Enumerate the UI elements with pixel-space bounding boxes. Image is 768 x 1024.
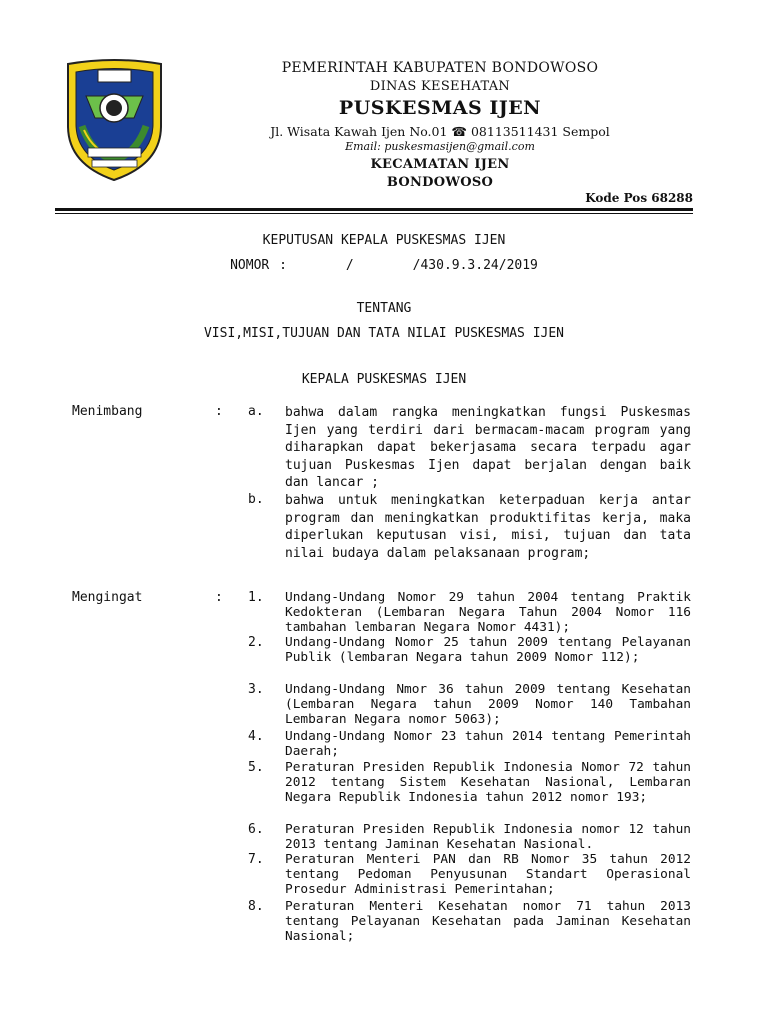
- letterhead-rule-thin: [55, 213, 693, 214]
- item-number: 2.: [248, 635, 264, 650]
- item-text: Peraturan Presiden Republik Indonesia nomor 12 tahun 2013 tentang Jaminan Kesehatan Nasional.: [285, 822, 691, 852]
- postal-code: Kode Pos 68288: [585, 191, 693, 205]
- decree-heading: KEPUTUSAN KEPALA PUSKESMAS IJEN: [262, 233, 506, 248]
- item-number: a.: [248, 404, 264, 419]
- letterhead-kabupaten: BONDOWOSO: [386, 175, 494, 190]
- item-number: 7.: [248, 852, 264, 867]
- item-text: Undang-Undang Nomor 29 tahun 2004 tentang Praktik Kedokteran (Lembaran Negara Tahun 2004 Nomor 116 tambahan lembaran Negara Nomor 4431);: [285, 590, 691, 635]
- item-text: Undang-Undang Nmor 36 tahun 2009 tentang Kesehatan (Lembaran Negara tahun 2009 Nomor 140 Tambahan Lembaran Negara nomor 5063);: [285, 682, 691, 727]
- decree-official: KEPALA PUSKESMAS IJEN: [301, 372, 467, 387]
- decree-tentang: TENTANG: [356, 301, 412, 316]
- letterhead-address: Jl. Wisata Kawah Ijen No.01 ☎ 08113511431 Sempol: [270, 124, 610, 139]
- menimbang-label: Menimbang: [72, 404, 143, 419]
- item-text: Peraturan Presiden Republik Indonesia Nomor 72 tahun 2012 tentang Sistem Kesehatan Nasional, Lembaran Negara Republik Indonesia tahun 2012 nomor 193;: [285, 760, 691, 805]
- decree-subject: VISI,MISI,TUJUAN DAN TATA NILAI PUSKESMAS IJEN: [203, 326, 565, 341]
- decree-number: NOMOR : / /430.9.3.24/2019: [230, 258, 538, 273]
- mengingat-colon: :: [215, 590, 223, 605]
- item-text: bahwa untuk meningkatkan keterpaduan kerja antar program dan meningkatkan produktifitas kerja, maka diperlukan keputusan visi, misi, tujuan dan tata nilai budaya dalam pelaksanaan program;: [285, 493, 691, 561]
- item-number: 1.: [248, 590, 264, 605]
- mengingat-label: Mengingat: [72, 590, 143, 605]
- item-text: bahwa dalam rangka meningkatkan fungsi Puskesmas Ijen yang terdiri dari bermacam-macam program yang diharapkan dapat bekerjasama secara terpadu agar tujuan Puskesmas Ijen dapat berjalan dengan baik dan lancar ;: [285, 405, 691, 490]
- letterhead-title: PUSKESMAS IJEN: [338, 97, 542, 119]
- item-text: Undang-Undang Nomor 23 tahun 2014 tentang Pemerintah Daerah;: [285, 729, 691, 759]
- letterhead-rule-thick: [55, 208, 693, 211]
- item-text: Peraturan Menteri PAN dan RB Nomor 35 tahun 2012 tentang Pedoman Penyusunan Standart Operasional Prosedur Administrasi Pemerintahan;: [285, 852, 691, 897]
- letterhead-government: PEMERINTAH KABUPATEN BONDOWOSO: [281, 60, 599, 76]
- menimbang-colon: :: [215, 404, 223, 419]
- item-number: 4.: [248, 729, 264, 744]
- item-text: Undang-Undang Nomor 25 tahun 2009 tentang Pelayanan Publik (lembaran Negara tahun 2009 Nomor 112);: [285, 635, 691, 665]
- letterhead-email: Email: puskesmasijen@gmail.com: [345, 140, 535, 153]
- item-number: 6.: [248, 822, 264, 837]
- bondowoso-emblem-logo: [62, 56, 167, 184]
- item-number: 5.: [248, 760, 264, 775]
- letterhead-department: DINAS KESEHATAN: [369, 79, 511, 94]
- letterhead-kecamatan: KECAMATAN IJEN: [370, 157, 510, 172]
- item-number: 3.: [248, 682, 264, 697]
- item-number: b.: [248, 492, 264, 507]
- item-number: 8.: [248, 899, 264, 914]
- item-text: Peraturan Menteri Kesehatan nomor 71 tahun 2013 tentang Pelayanan Kesehatan pada Jaminan Kesehatan Nasional;: [285, 899, 691, 944]
